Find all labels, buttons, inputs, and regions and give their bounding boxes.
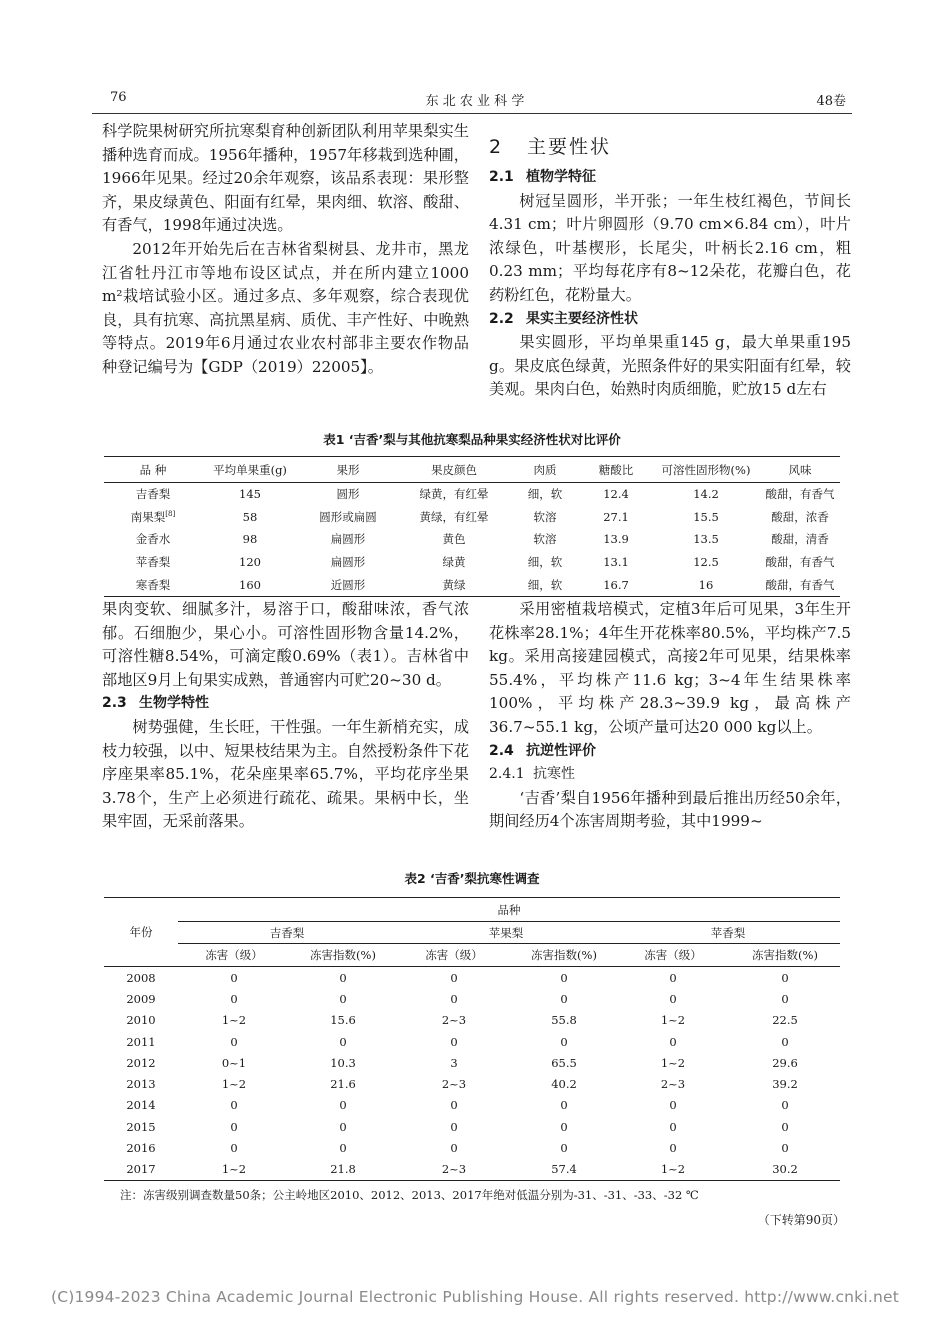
table-cell: 0 (339, 970, 347, 985)
table-cell: 黄绿，有红晕 (419, 509, 489, 524)
table-row (104, 1159, 840, 1181)
column-header: 品种 (178, 898, 840, 922)
column-header: 冻害（级） (396, 944, 512, 967)
table-cell: 0 (339, 1141, 347, 1156)
table-cell: 16.7 (580, 573, 652, 596)
table-cell: 3 (450, 1055, 458, 1070)
table-cell: 0 (669, 1141, 677, 1156)
table-cell: 21.8 (290, 1159, 396, 1181)
table-cell: 0 (450, 991, 458, 1006)
table-row (104, 1073, 840, 1094)
table-cell: 12.4 (603, 487, 629, 502)
table-cell: 0 (560, 1034, 568, 1049)
table-cell: 0 (560, 970, 568, 985)
table-cell: 15.6 (330, 1013, 356, 1028)
table-cell: 2011 (126, 1034, 156, 1049)
table-cell: 0 (230, 1098, 238, 1113)
volume-label: 48卷 (816, 94, 846, 109)
table-cell: 0 (781, 970, 789, 985)
table-cell: 10.3 (330, 1055, 356, 1070)
table-row (104, 551, 840, 574)
table-cell: 30.2 (730, 1159, 840, 1181)
table-cell: 2~3 (660, 1077, 686, 1092)
right-column-top (489, 130, 851, 402)
column-header: 可溶性固形物(%) (652, 457, 760, 483)
table-header-row (104, 898, 840, 922)
table-cell: 0 (230, 1141, 238, 1156)
column-header: 年份 (104, 898, 178, 967)
citation-mark: [8] (165, 510, 176, 519)
page-number: 76 (110, 90, 127, 105)
column-header: 果形 (298, 457, 398, 483)
table-cell: 吉香梨 (135, 487, 171, 502)
table-cell: 0 (560, 1119, 568, 1134)
table-cell: 0 (450, 1141, 458, 1156)
column-header: 风味 (760, 457, 840, 483)
right-column-middle (489, 598, 851, 834)
subsubsection-heading: 2.4.1 抗寒性 (489, 766, 575, 783)
table-cell: 13.5 (693, 532, 719, 547)
table-row (104, 967, 840, 989)
table-cell: 0 (669, 991, 677, 1006)
table-cell: 2008 (126, 970, 156, 985)
table-cell: 0 (450, 1034, 458, 1049)
continued-notice: （下转第90页） (757, 1213, 845, 1227)
table-cell: 65.5 (551, 1055, 577, 1070)
table-row (104, 573, 840, 596)
table-row (104, 483, 840, 506)
table-cell: 2016 (126, 1141, 156, 1156)
table-cell: 酸甜，有香气 (760, 573, 840, 596)
table-cell: 酸甜，清香 (771, 532, 829, 547)
table-cell: 0 (230, 1034, 238, 1049)
table-cell: 2014 (126, 1098, 156, 1113)
table-cell: 酸甜，浓香 (771, 509, 829, 524)
table-cell: 13.9 (603, 532, 629, 547)
table1-caption: 表1 ‘吉香’梨与其他抗寒梨品种果实经济性状对比评价 (323, 432, 621, 447)
table-cell: 0 (450, 1098, 458, 1113)
table-cell: 黄色 (442, 532, 466, 547)
column-header: 冻害（级） (178, 944, 290, 967)
table-cell: 0 (781, 1119, 789, 1134)
table-cell: 0 (230, 970, 238, 985)
column-header: 冻害指数(%) (730, 944, 840, 967)
table1 (104, 456, 840, 597)
table-cell: 软溶 (533, 532, 557, 547)
table-cell: 酸甜，有香气 (765, 555, 835, 570)
table-cell: 22.5 (772, 1013, 798, 1028)
table-cell: 苹香梨 (135, 555, 171, 570)
column-header: 果皮颜色 (398, 457, 510, 483)
table-cell: 1~2 (221, 1013, 247, 1028)
table-cell: 27.1 (603, 509, 629, 524)
paragraph: 采用密植栽培模式，定植3年后可见果，3年生开花株率28.1%；4年生开花株率80.5%，平均株产7.5 kg。采用高接建园模式，高接2年可见果，结果株率55.4%，平均株产11.6 kg；3~4年生结果株率100%，平均株产28.3~39.9 kg，最高株产36.7~55.1 kg，公顷产量可达20 000 kg以上。 (489, 600, 851, 736)
table-cell: 0 (339, 1098, 347, 1113)
table-cell: 2013 (126, 1077, 156, 1092)
table-row (104, 1010, 840, 1031)
table-cell: 1~2 (221, 1077, 247, 1092)
table-cell: 0 (450, 1119, 458, 1134)
column-header: 肉质 (510, 457, 580, 483)
table-cell: 2017 (104, 1159, 178, 1181)
table-cell: 0 (560, 991, 568, 1006)
column-header: 品 种 (104, 457, 202, 483)
table-cell: 40.2 (551, 1077, 577, 1092)
table-cell: 1~2 (178, 1159, 290, 1181)
table-cell: 1~2 (616, 1159, 730, 1181)
table2-caption: 表2 ‘吉香’梨抗寒性调查 (404, 871, 540, 886)
paragraph: ‘吉香’梨自1956年播种到最后推出历经50余年，期间经历4个冻害周期考验，其中1999~ (489, 788, 851, 831)
table-cell: 0 (781, 1141, 789, 1156)
table-cell: 酸甜，有香气 (765, 487, 835, 502)
table-cell: 圆形或扁圆 (319, 509, 377, 524)
table-cell: 近圆形 (298, 573, 398, 596)
table-cell: 13.1 (603, 555, 629, 570)
table-cell: 2~3 (441, 1013, 467, 1028)
table-cell: 绿黄，有红晕 (419, 487, 489, 502)
table-row (104, 1031, 840, 1052)
table-cell: 0 (230, 1119, 238, 1134)
table-cell: 2012 (126, 1055, 156, 1070)
table-header-row (104, 922, 840, 944)
table-row (104, 988, 840, 1009)
table-cell: 55.8 (551, 1013, 577, 1028)
paragraph: 果肉变软、细腻多汁，易溶于口，酸甜味浓，香气浓郁。石细胞少，果心小。可溶性固形物含量14.2%，可溶性糖8.54%，可滴定酸0.69%（表1）。吉林省中部地区9月上旬果实成熟，普通窖内可贮20~30 d。 (102, 600, 469, 689)
left-column-middle (102, 598, 469, 834)
table-cell: 0 (669, 1119, 677, 1134)
table-cell: 2010 (126, 1013, 156, 1028)
table-cell: 0 (781, 1098, 789, 1113)
table-cell: 145 (239, 487, 261, 502)
table-cell: 细，软 (510, 573, 580, 596)
paragraph: 果实圆形，平均单果重145 g，最大单果重195 g。果皮底色绿黄，光照条件好的果实阳面有红晕，较美观。果肉白色，始熟时肉质细脆，贮放15 d左右 (489, 333, 851, 399)
paragraph: 2012年开始先后在吉林省梨树县、龙井市，黑龙江省牡丹江市等地布设区试点，并在所内建立1000 m²栽培试验小区。通过多点、多年观察，综合表现优良，具有抗寒、高抗黑星病、质优、丰产性好、中晚熟等特点。2019年6月通过农业农村部非主要农作物品种登记编号为【GDP（2019）22005】。 (102, 239, 469, 376)
table-cell: 1~2 (660, 1013, 686, 1028)
journal-title: 东 北 农 业 科 学 (425, 94, 525, 109)
table-cell: 1~2 (660, 1055, 686, 1070)
section-heading: 2 主要性状 (489, 136, 612, 158)
table-cell: 0 (781, 991, 789, 1006)
table-row (104, 1116, 840, 1137)
table2-note: 注：冻害级别调查数量50条；公主岭地区2010、2012、2013、2017年绝对低温分别为-31、-31、-33、-32 ℃ (120, 1188, 699, 1202)
table-cell: 2~3 (441, 1077, 467, 1092)
table2 (104, 897, 840, 1181)
table-header-row (104, 457, 840, 483)
table-cell: 57.4 (512, 1159, 616, 1181)
table-cell: 15.5 (693, 509, 719, 524)
table-cell: 98 (242, 532, 258, 547)
table-row (104, 506, 840, 529)
table-cell: 2015 (126, 1119, 156, 1134)
table-cell: 2~3 (396, 1159, 512, 1181)
subsection-heading: 2.3 生物学特性 (102, 695, 209, 712)
table-cell: 细，软 (527, 487, 563, 502)
column-header: 糖酸比 (580, 457, 652, 483)
table-cell: 0 (669, 1098, 677, 1113)
column-header: 吉香梨 (178, 922, 396, 944)
table-cell: 21.6 (330, 1077, 356, 1092)
table-cell: 金香水 (135, 532, 171, 547)
paragraph: 科学院果树研究所抗寒梨育种创新团队利用苹果梨实生播种选育而成。1956年播种，1957年移栽到选种圃，1966年见果。经过20余年观察，该品系表现：果形整齐，果皮绿黄色、阳面有红晕，果肉细、软溶、酸甜、有香气，1998年通过决选。 (102, 122, 469, 235)
table-cell: 寒香梨 (104, 573, 202, 596)
table-cell: 39.2 (772, 1077, 798, 1092)
table-cell: 0 (669, 970, 677, 985)
column-header: 冻害指数(%) (512, 944, 616, 967)
copyright-footer: (C)1994-2023 China Academic Journal Electronic Publishing House. All rights reserved. http://www.cnki.net (50, 1288, 900, 1306)
header-rule (92, 113, 852, 114)
table-cell: 0 (560, 1098, 568, 1113)
table-cell: 0 (781, 1034, 789, 1049)
column-header: 苹果梨 (396, 922, 616, 944)
paragraph: 树冠呈圆形，半开张；一年生枝红褐色，节间长4.31 cm；叶片卵圆形（9.70 cm×6.84 cm），叶片浓绿色，叶基楔形，长尾尖，叶柄长2.16 cm，粗0.23 mm；平均每花序有8~12朵花，花瓣白色，花药粉红色，花粉量大。 (489, 191, 851, 304)
table-cell: 16 (652, 573, 760, 596)
table-cell: 0 (339, 991, 347, 1006)
column-header: 平均单果重(g) (202, 457, 298, 483)
column-header: 冻害（级） (616, 944, 730, 967)
table-cell: 0 (230, 991, 238, 1006)
paragraph: 树势强健，生长旺，干性强。一年生新梢充实，成枝力较强，以中、短果枝结果为主。自然授粉条件下花序座果率85.1%，花朵座果率65.7%，平均花序坐果3.78个，生产上必须进行疏花、疏果。果柄中长，坐果牢固，无采前落果。 (102, 717, 469, 831)
table-cell: 2009 (126, 991, 156, 1006)
subsection-heading: 2.1 植物学特征 (489, 169, 596, 185)
table-row (104, 1052, 840, 1073)
table-cell: 0 (339, 1119, 347, 1134)
table-cell: 160 (202, 573, 298, 596)
table-cell: 南果梨[8] (130, 509, 176, 524)
table-cell: 0 (669, 1034, 677, 1049)
subsection-heading: 2.2 果实主要经济性状 (489, 310, 638, 327)
table-cell: 0 (560, 1141, 568, 1156)
table-cell: 软溶 (533, 509, 557, 524)
table-row (104, 1137, 840, 1158)
table-cell: 细，软 (527, 555, 563, 570)
table-cell: 黄绿 (398, 573, 510, 596)
table-cell: 圆形 (336, 487, 360, 502)
table-cell: 绿黄 (442, 555, 466, 570)
table-cell: 扁圆形 (330, 532, 366, 547)
table-cell: 扁圆形 (330, 555, 366, 570)
table-cell: 120 (239, 555, 261, 570)
table-row (104, 528, 840, 551)
table-row (104, 1095, 840, 1116)
table-cell: 0~1 (221, 1055, 247, 1070)
column-header: 冻害指数(%) (290, 944, 396, 967)
table-header-row (104, 944, 840, 967)
column-header: 苹香梨 (616, 922, 840, 944)
table-cell: 14.2 (693, 487, 719, 502)
table-cell: 12.5 (693, 555, 719, 570)
left-column-top (102, 120, 469, 380)
subsection-heading: 2.4 抗逆性评价 (489, 742, 596, 759)
table-cell: 29.6 (772, 1055, 798, 1070)
table-cell: 0 (450, 970, 458, 985)
table-cell: 0 (339, 1034, 347, 1049)
table-cell: 58 (242, 509, 258, 524)
